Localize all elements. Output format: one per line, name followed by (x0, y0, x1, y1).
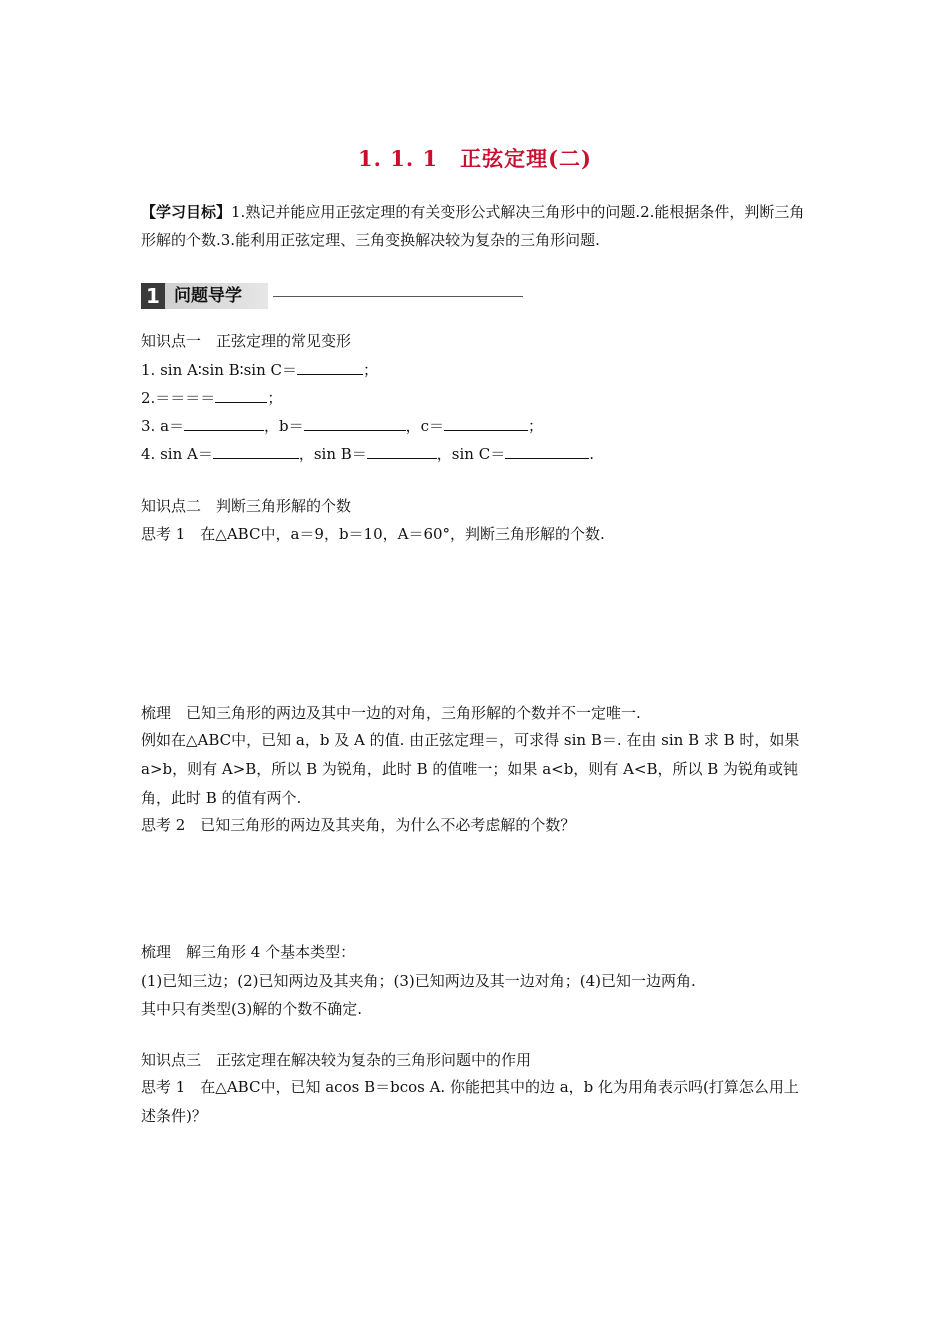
knowledge-point-1-heading: 知识点一 正弦定理的常见变形 (141, 332, 352, 350)
section-rule (273, 296, 523, 297)
formula-item-3-a: 3. a＝ (141, 417, 185, 435)
formula-item-4-c: ，sin C＝ (436, 445, 506, 463)
answer-blank[interactable] (297, 360, 363, 375)
answer-blank[interactable] (367, 444, 437, 459)
section-number: 1 (141, 283, 165, 309)
formula-item-3-c: ，c＝ (405, 417, 445, 435)
review-1-body: 例如在△ABC中，已知 a，b 及 A 的值. 由正弦定理＝，可求得 sin B＝. 在由 sin B 求 B 时，如果 a>b，则有 A>B，所以 B 为锐角，此时 B 的值唯一；如果 a<b，则有 A<B，所以 B 为锐角或钝角，此时 B 的值有两个. (141, 731, 800, 807)
knowledge-point-3-heading: 知识点三 正弦定理在解决较为复杂的三角形问题中的作用 (141, 1051, 532, 1069)
learning-goals-text: 1.熟记并能应用正弦定理的有关变形公式解决三角形中的问题.2.能根据条件，判断三角形解的个数.3.能利用正弦定理、三角变换解决较为复杂的三角形问题. (141, 203, 805, 249)
formula-item-4-a: 4. sin A＝ (141, 445, 213, 463)
think-question-1: 思考 1 在△ABC中，a＝9，b＝10，A＝60°，判断三角形解的个数. (141, 525, 605, 543)
knowledge-point-2-heading: 知识点二 判断三角形解的个数 (141, 497, 352, 515)
formula-item-4 (141, 444, 594, 464)
formula-item-1-text: 1. sin A∶sin B∶sin C＝ (141, 361, 297, 379)
answer-blank[interactable] (184, 416, 264, 431)
answer-blank[interactable] (213, 444, 299, 459)
formula-item-4-b: ，sin B＝ (298, 445, 367, 463)
section-label: 问题导学 (165, 283, 268, 309)
answer-blank[interactable] (505, 444, 589, 459)
review-1-heading: 梳理 已知三角形的两边及其中一边的对角，三角形解的个数并不一定唯一. (141, 704, 641, 722)
learning-goals-tag: 【学习目标】 (141, 203, 232, 221)
formula-item-2 (141, 388, 282, 408)
formula-item-1 (141, 360, 378, 380)
review-2-types: (1)已知三边；(2)已知两边及其夹角；(3)已知两边及其一边对角；(4)已知一边两角. (141, 972, 696, 990)
learning-goals (141, 198, 813, 254)
formula-item-3 (141, 416, 543, 436)
formula-item-2-end: ； (267, 389, 283, 407)
section-header (141, 283, 526, 309)
formula-item-1-end: ； (363, 361, 379, 379)
think-question-2: 思考 2 已知三角形的两边及其夹角，为什么不必考虑解的个数？ (141, 816, 576, 834)
think-question-3: 思考 1 在△ABC中，已知 acos B＝bcos A. 你能把其中的边 a，b 化为用角表示吗(打算怎么用上述条件)？ (141, 1078, 799, 1125)
formula-item-4-end: . (589, 445, 594, 463)
answer-blank[interactable] (444, 416, 528, 431)
formula-item-3-b: ，b＝ (264, 417, 304, 435)
formula-item-2-text: 2.＝＝＝＝ (141, 389, 216, 407)
document-title: 1. 1. 1 正弦定理(二) (358, 146, 592, 171)
formula-item-3-end: ； (528, 417, 544, 435)
answer-blank[interactable] (304, 416, 406, 431)
answer-blank[interactable] (215, 388, 267, 403)
review-2-heading: 梳理 解三角形 4 个基本类型： (141, 943, 356, 961)
review-2-note: 其中只有类型(3)解的个数不确定. (141, 1000, 363, 1018)
